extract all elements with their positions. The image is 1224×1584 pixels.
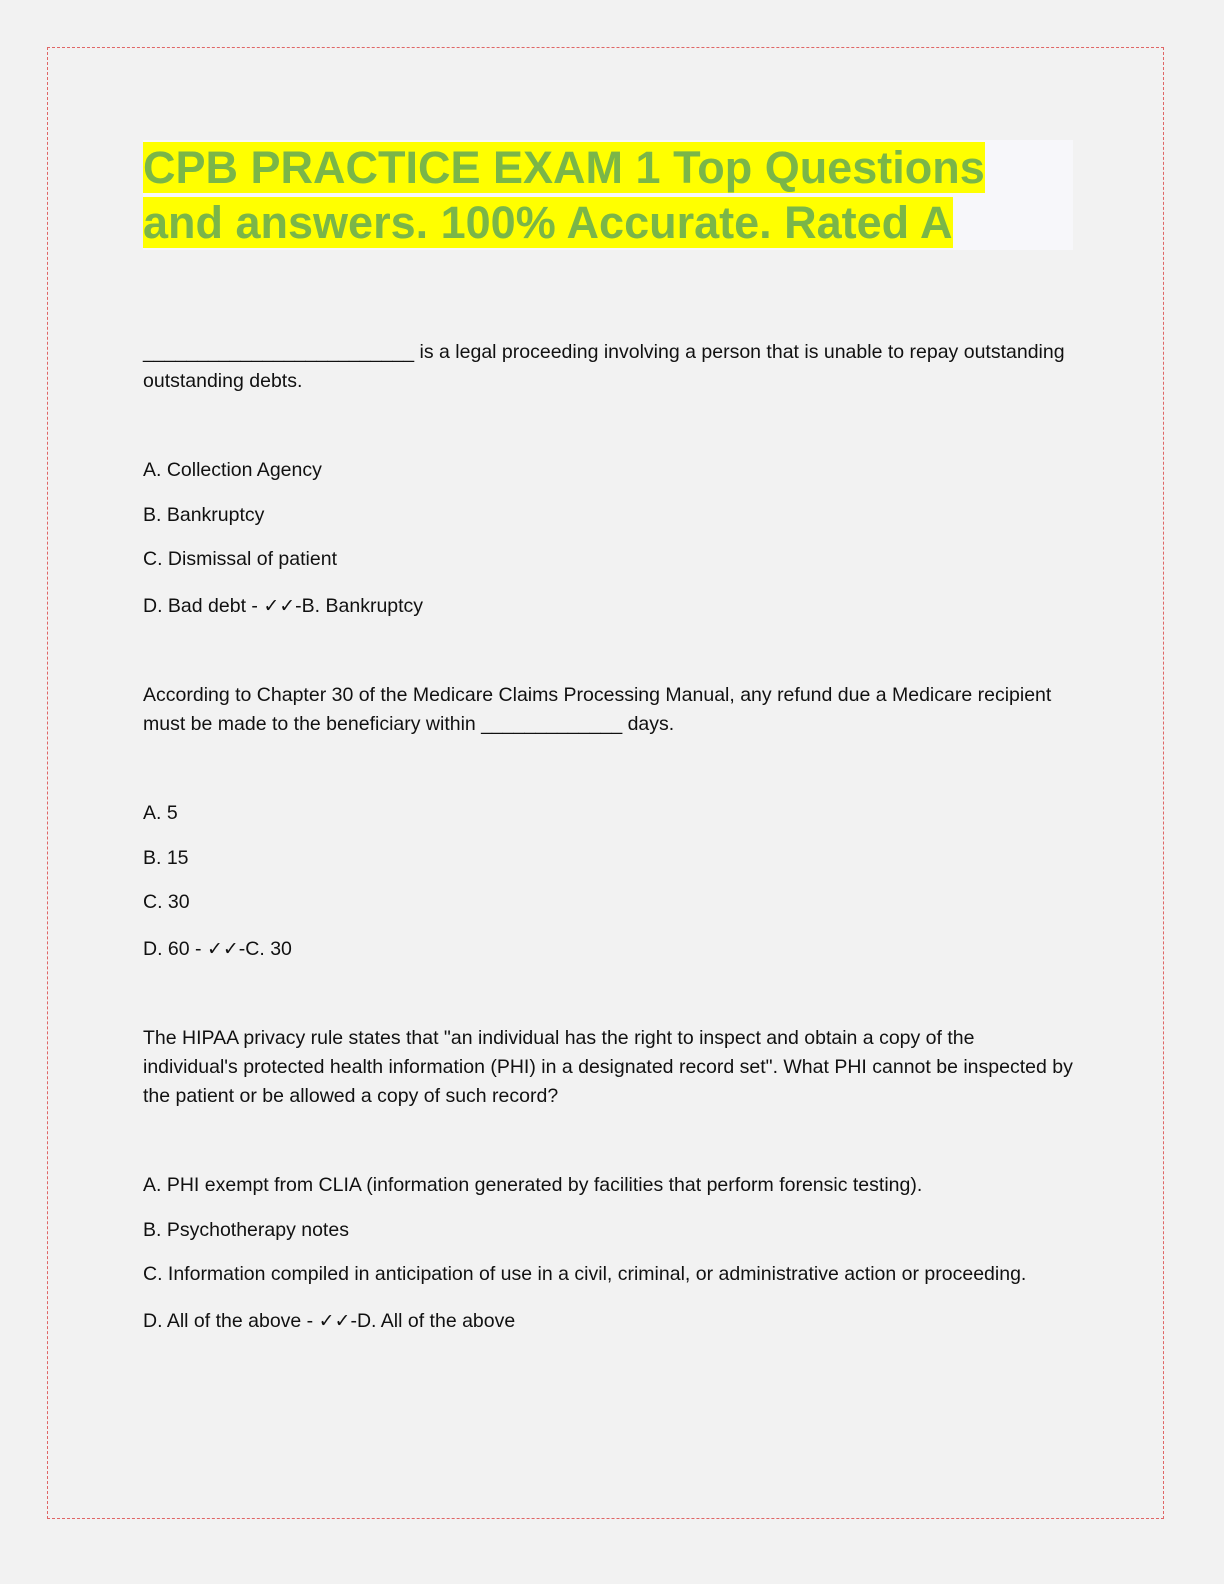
question-2-option-b: B. 15 xyxy=(143,846,189,869)
question-2-option-d-label: D. 60 - xyxy=(143,938,207,960)
question-3 xyxy=(143,1024,1073,1336)
question-3-option-d xyxy=(143,1307,1073,1336)
document-content xyxy=(143,140,1073,1336)
question-2-option-a: A. 5 xyxy=(143,802,178,824)
question-1-option-d-label: D. Bad debt - xyxy=(143,595,264,617)
question-3-answer: -D. All of the above xyxy=(350,1310,516,1332)
question-1-answer: -B. Bankruptcy xyxy=(295,595,424,617)
question-3-option-b: B. Psychotherapy notes xyxy=(143,1218,349,1241)
title-block xyxy=(143,140,1073,250)
question-2-option-d xyxy=(143,935,1073,964)
question-3-option-d-label: D. All of the above - xyxy=(143,1310,319,1332)
title-line-2: and answers. 100% Accurate. Rated A xyxy=(143,197,953,248)
question-1-text: _________________________ is a legal proceeding involving a person that is unable to repay outstanding outstanding debts. xyxy=(143,341,1065,392)
question-1-option-b: B. Bankruptcy xyxy=(143,503,265,526)
title-line-1: CPB PRACTICE EXAM 1 Top Questions xyxy=(143,142,985,193)
check-marks-icon: ✓✓ xyxy=(263,595,296,617)
question-2 xyxy=(143,681,1073,964)
question-2-options xyxy=(143,799,1073,964)
question-2-answer: -C. 30 xyxy=(238,938,292,960)
question-1-option-a: A. Collection Agency xyxy=(143,459,322,481)
question-1-options xyxy=(143,456,1073,621)
check-marks-icon: ✓✓ xyxy=(318,1310,351,1332)
question-3-option-a: A. PHI exempt from CLIA (information generated by facilities that perform forensic testing). xyxy=(143,1174,923,1196)
question-2-option-c: C. 30 xyxy=(143,891,190,913)
question-1-option-d xyxy=(143,592,1073,621)
question-1-option-c: C. Dismissal of patient xyxy=(143,548,337,570)
question-1 xyxy=(143,338,1073,621)
question-3-options xyxy=(143,1171,1073,1336)
document-title xyxy=(143,140,1073,250)
question-3-option-c: C. Information compiled in anticipation of use in a civil, criminal, or administrative action or proceeding. xyxy=(143,1263,1027,1285)
check-marks-icon: ✓✓ xyxy=(206,938,239,960)
question-2-text: According to Chapter 30 of the Medicare Claims Processing Manual, any refund due a Medicare recipient must be made to the beneficiary within _____________ days. xyxy=(143,684,1052,735)
question-3-text: The HIPAA privacy rule states that "an individual has the right to inspect and obtain a copy of the individual's protected health information (PHI) in a designated record set". What PHI cannot be inspected by the patient or be allowed a copy of such record? xyxy=(143,1027,1073,1107)
